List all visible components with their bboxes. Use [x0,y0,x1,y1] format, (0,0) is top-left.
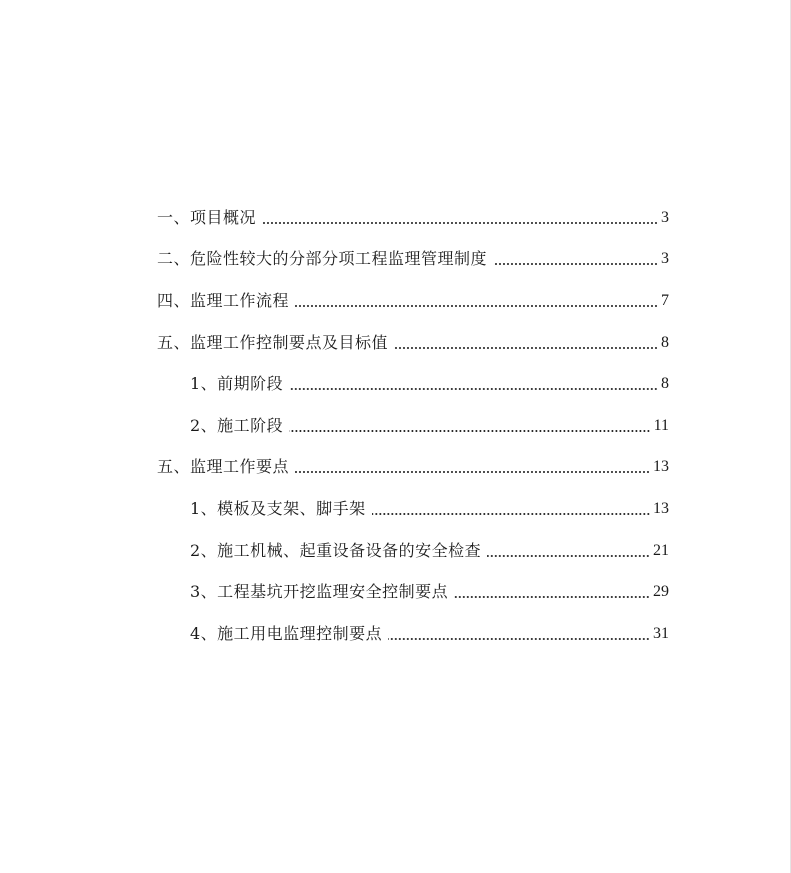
toc-entry-title: 四、监理工作流程 [157,290,290,310]
toc-entry-title: 1、模板及支架、脚手架 [190,498,366,518]
toc-entry-workflow[interactable] [0,280,791,322]
toc-entry-page-number: 11 [653,416,669,434]
toc-entry-title: 一、项目概况 [157,207,257,227]
toc-entry-key-points[interactable] [0,447,791,489]
toc-entry-page-number: 3 [661,208,669,226]
toc-dot-leader [289,387,658,391]
toc-entry-machinery-inspection[interactable] [0,530,791,572]
toc-dot-leader [372,512,650,516]
toc-entry-page-number: 7 [661,291,669,309]
toc-entry-early-stage[interactable] [0,363,791,405]
toc-entry-project-overview[interactable] [0,197,791,239]
toc-entry-page-number: 8 [661,333,669,351]
table-of-contents [0,197,791,655]
toc-dot-leader [388,637,650,641]
toc-dot-leader [295,304,658,308]
toc-entry-page-number: 31 [653,624,669,642]
toc-dot-leader [394,346,658,350]
toc-entry-control-points[interactable] [0,322,791,364]
toc-entry-title: 2、施工阶段 [190,415,284,435]
toc-entry-title: 1、前期阶段 [190,374,284,394]
toc-dot-leader [289,429,650,433]
toc-entry-title: 五、监理工作控制要点及目标值 [157,332,389,352]
toc-entry-page-number: 29 [653,583,669,601]
toc-dot-leader [454,595,650,599]
toc-entry-electricity-control[interactable] [0,613,791,655]
toc-entry-formwork-scaffolding[interactable] [0,488,791,530]
toc-entry-construction-stage[interactable] [0,405,791,447]
toc-entry-page-number: 13 [653,458,669,476]
toc-entry-title: 二、危险性较大的分部分项工程监理管理制度 [157,249,488,269]
toc-dot-leader [487,554,650,558]
toc-entry-title: 4、施工用电监理控制要点 [190,623,383,643]
toc-entry-page-number: 21 [653,541,669,559]
toc-entry-title: 五、监理工作要点 [157,457,290,477]
toc-entry-page-number: 8 [661,375,669,393]
toc-entry-title: 2、施工机械、起重设备设备的安全检查 [190,540,482,560]
toc-entry-excavation-control[interactable] [0,571,791,613]
toc-dot-leader [262,221,658,225]
toc-entry-page-number: 3 [661,250,669,268]
toc-entry-title: 3、工程基坑开挖监理安全控制要点 [190,582,449,602]
toc-dot-leader [295,470,650,474]
toc-entry-page-number: 13 [653,499,669,517]
toc-dot-leader [493,262,658,266]
toc-entry-management-system[interactable] [0,239,791,281]
